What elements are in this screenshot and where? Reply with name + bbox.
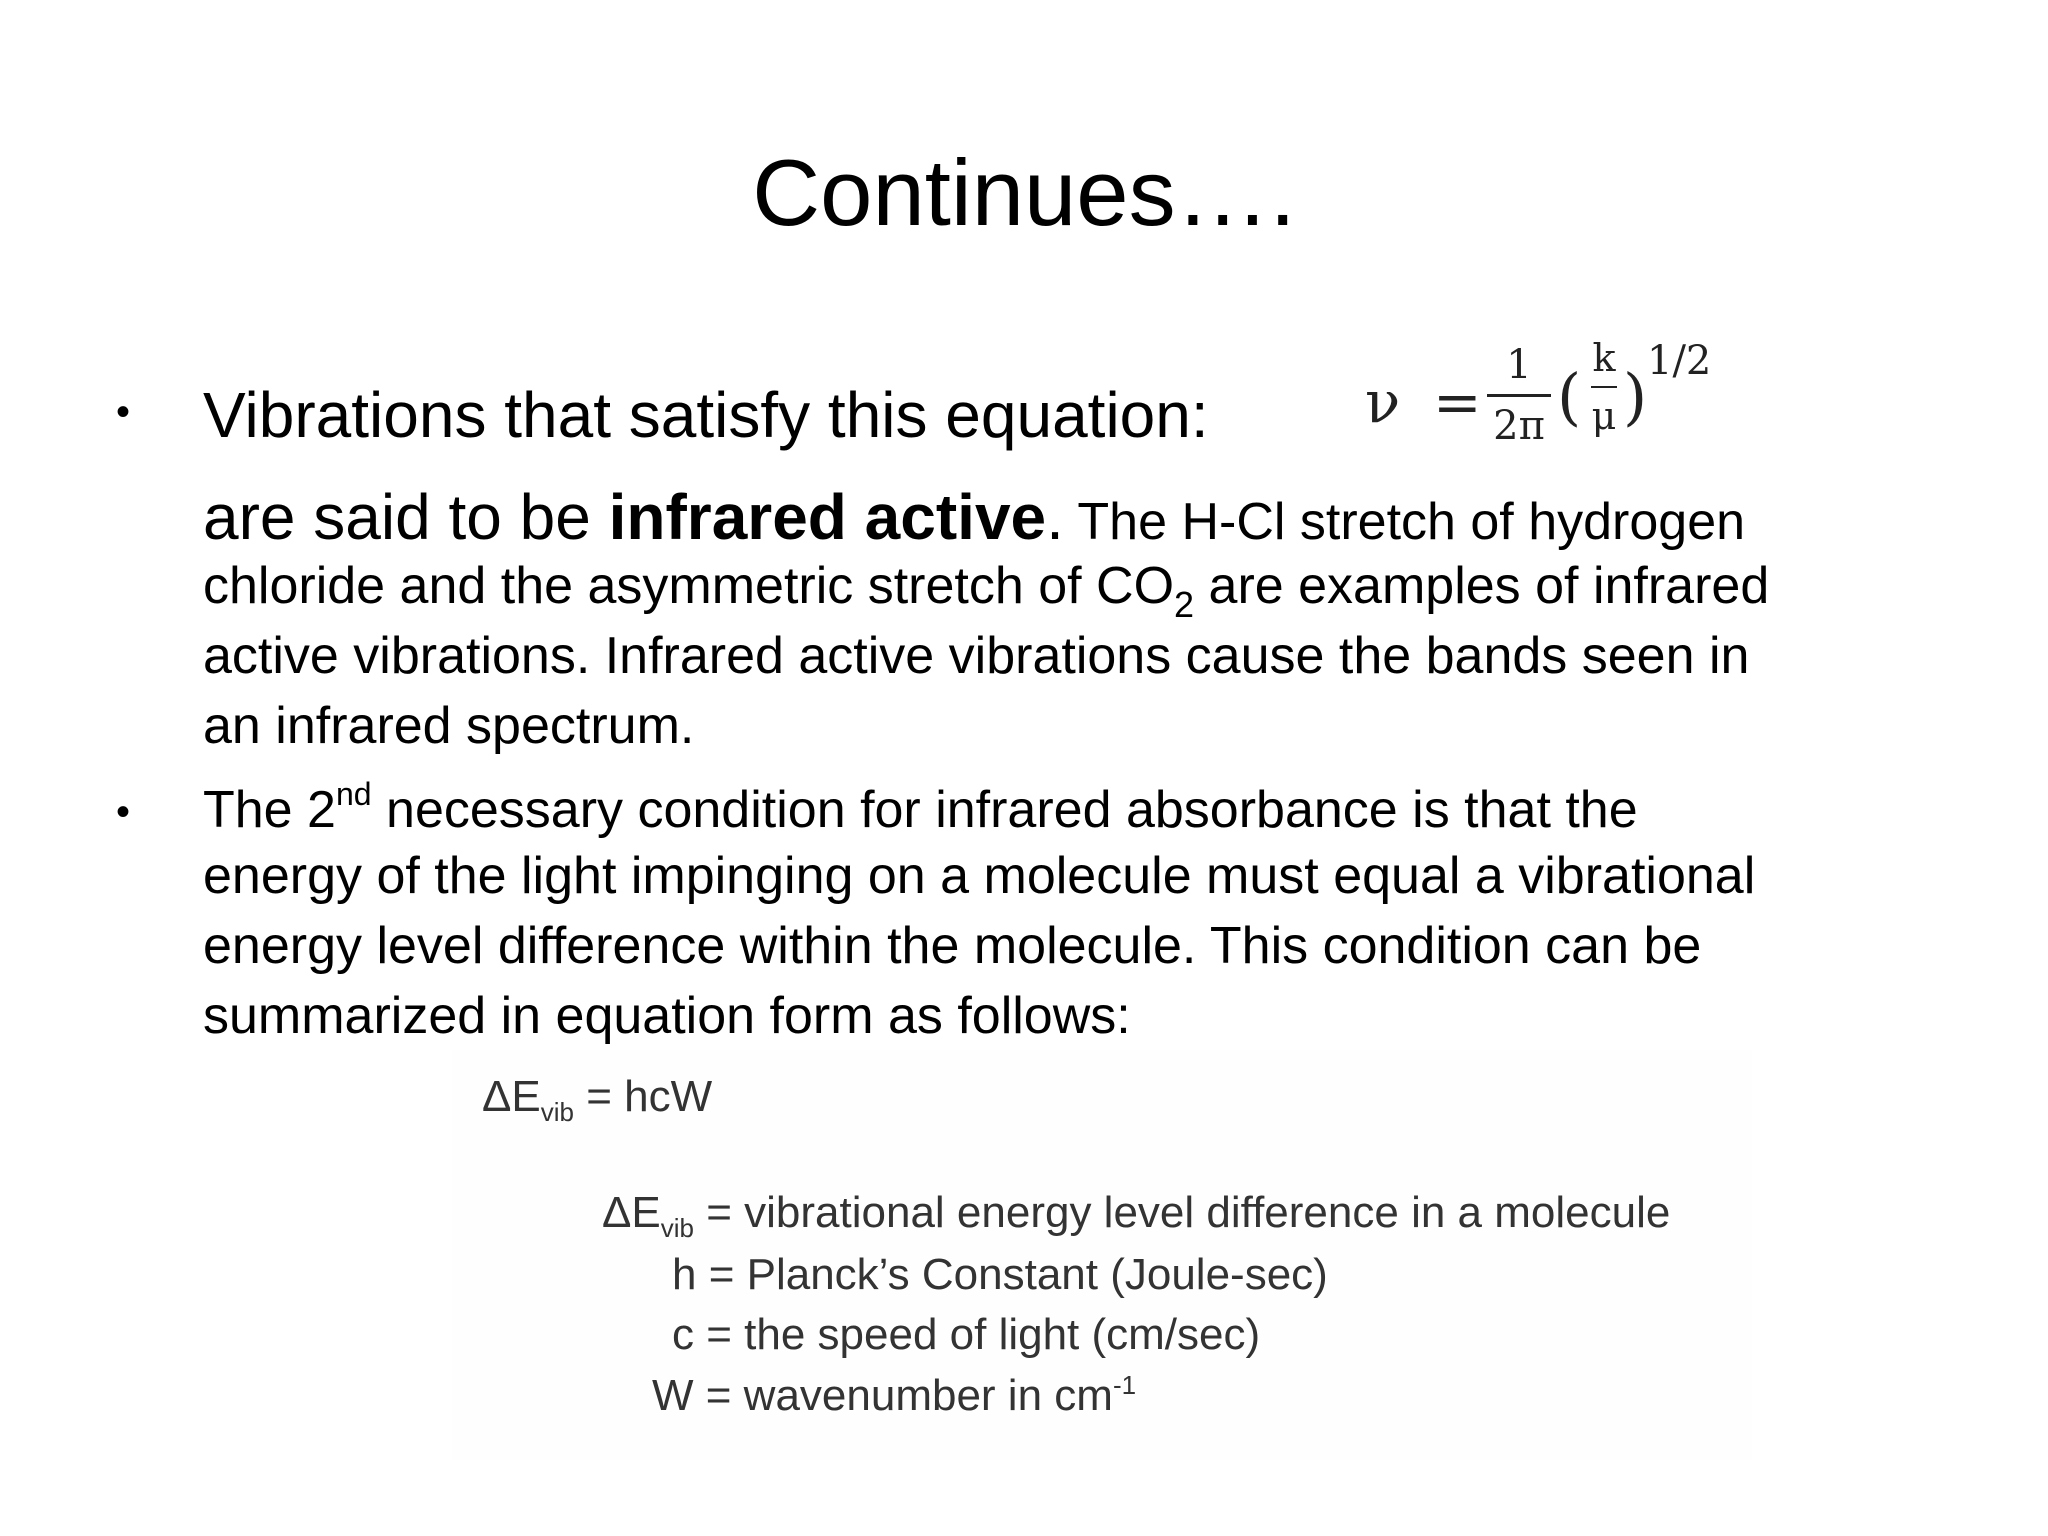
definition-c: c = the speed of light (cm/sec) — [672, 1310, 1261, 1359]
bullet-marker: • — [116, 790, 131, 834]
frequency-equation — [1365, 330, 1712, 470]
bullet-1-line-5: an infrared spectrum. — [203, 697, 695, 755]
definition-delta-e — [602, 1188, 1670, 1244]
bullet-2-line-4: summarized in equation form as follows: — [203, 987, 1131, 1045]
superscript: -1 — [1112, 1370, 1137, 1400]
subscript: vib — [660, 1213, 694, 1243]
text-segment: . — [1046, 481, 1064, 553]
subscript: vib — [540, 1097, 574, 1127]
inner-denominator: μ — [1591, 394, 1617, 438]
energy-equation-block — [452, 1050, 1752, 1460]
fraction-k-over-mu — [1587, 334, 1621, 440]
fraction-bar — [1487, 394, 1551, 397]
infrared-active-term: infrared active — [608, 481, 1047, 553]
bullet-1-line-3 — [203, 556, 1769, 626]
text-segment: are examples of infrared — [1194, 557, 1770, 615]
subscript: 2 — [1174, 584, 1195, 625]
bullet-2-line-3: energy level difference within the molecule. This condition can be — [203, 917, 1702, 975]
text-segment: = vibrational energy level difference in a molecule — [694, 1188, 1671, 1237]
bullet-1-line-4: active vibrations. Infrared active vibrations cause the bands seen in — [203, 627, 1750, 685]
inner-fraction-bar — [1591, 386, 1617, 388]
text-segment: W = wavenumber in cm — [652, 1371, 1113, 1420]
equals-sign: = — [1433, 368, 1482, 436]
left-paren: ( — [1557, 360, 1582, 433]
text-segment: are said to be — [203, 481, 609, 553]
inner-numerator: k — [1592, 336, 1616, 380]
text-segment: The 2 — [203, 781, 336, 839]
nu-symbol: ν — [1365, 368, 1401, 436]
bullet-1-line-2 — [203, 480, 1745, 554]
bullet-2-line-2: energy of the light impinging on a molecule must equal a vibrational — [203, 847, 1756, 905]
bullet-2-line-1 — [203, 776, 1638, 840]
definition-w — [652, 1370, 1136, 1421]
superscript: nd — [335, 776, 372, 812]
text-segment: necessary condition for infrared absorbance is that the — [371, 781, 1638, 839]
fraction-denominator: 2π — [1493, 403, 1545, 449]
fraction-numerator: 1 — [1506, 342, 1532, 388]
text-segment: ΔE — [482, 1072, 541, 1121]
text-segment: = hcW — [574, 1072, 713, 1121]
right-paren: ) — [1623, 360, 1648, 433]
energy-equation — [482, 1072, 712, 1128]
bullet-1-lead: Vibrations that satisfy this equation: — [203, 379, 1209, 451]
text-segment: chloride and the asymmetric stretch of CO — [203, 557, 1175, 615]
exponent: 1/2 — [1647, 338, 1712, 384]
text-segment: ΔE — [602, 1188, 661, 1237]
definition-h: h = Planck’s Constant (Joule-sec) — [672, 1250, 1328, 1299]
slide-title: Continues…. — [752, 140, 1296, 245]
text-segment: The H-Cl stretch of hydrogen — [1063, 493, 1746, 551]
fraction-one-over-two-pi — [1483, 340, 1555, 451]
bullet-marker: • — [116, 390, 131, 434]
